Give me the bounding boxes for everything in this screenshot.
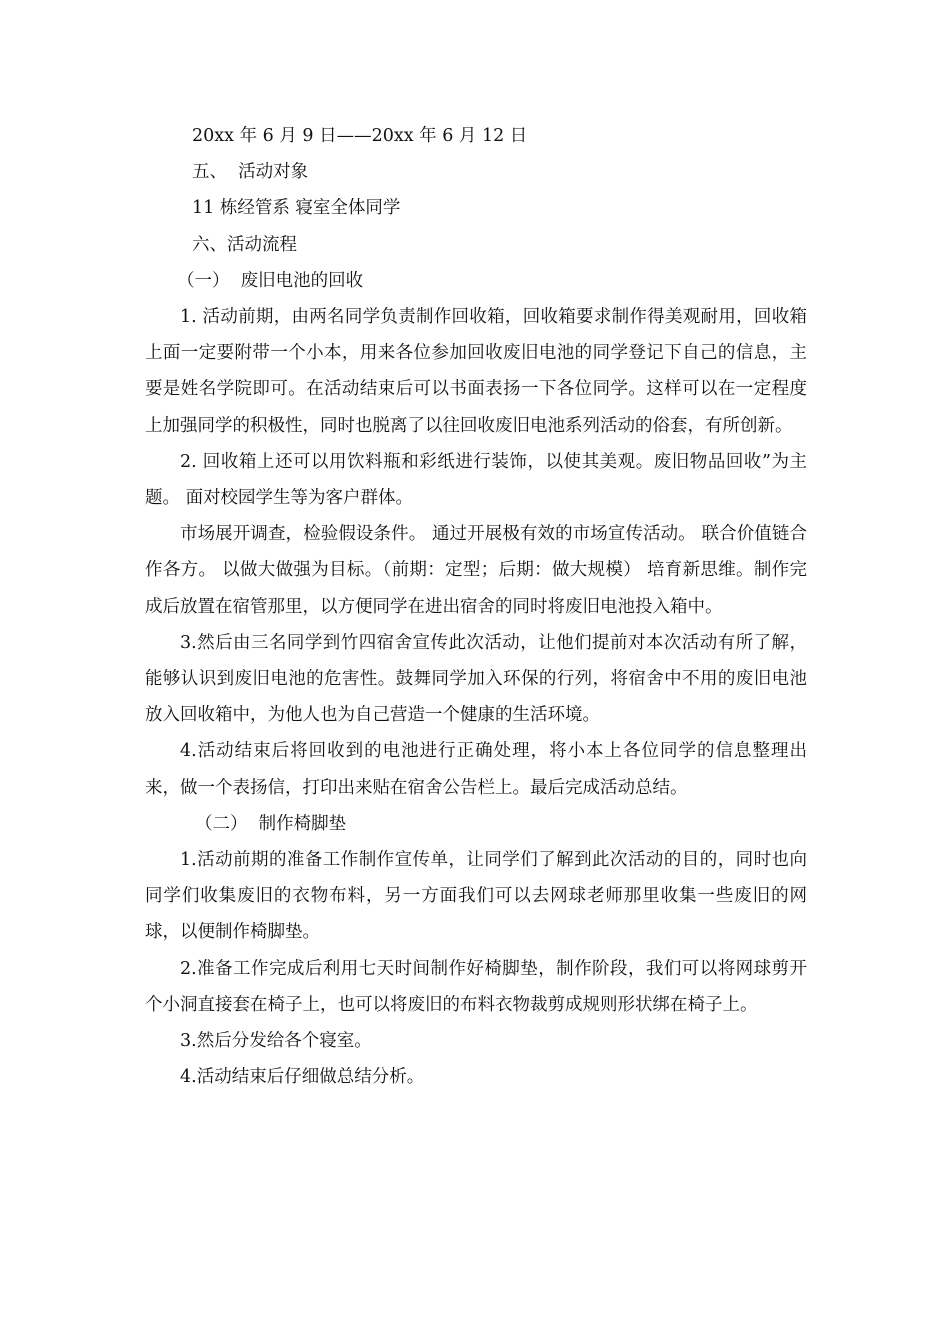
paragraph-collection-box: 1. 活动前期，由两名同学负责制作回收箱，回收箱要求制作得美观耐用，回收箱上面一定要附带一个小本，用来各位参加回收废旧电池的同学登记下自己的信息，主要是姓名学院即可。在活动结束后可以书面表扬一下各位同学。这样可以在一定程度上加强同学的积极性，同时也脱离了以往回收废旧电池系列活动的俗套，有所创新。 [145, 306, 807, 436]
section-five-heading: 五、 活动对象 [192, 162, 309, 183]
paragraph-market-survey: 市场展开调查，检验假设条件。 通过开展极有效的市场宣传活动。 联合价值链合作各方。 以做大做强为目标。（前期：定型；后期：做大规模） 培育新思维。制作完成后放置在宿管那里，以方便同学在进出宿舍的同时将废旧电池投入箱中。 [145, 524, 807, 617]
document-body [145, 118, 807, 1095]
subsection-two-heading: （二） 制作椅脚垫 [195, 813, 347, 834]
section-six-heading: 六、活动流程 [192, 234, 297, 255]
paragraph-pad-making: 2.准备工作完成后利用七天时间制作好椅脚垫，制作阶段，我们可以将网球剪开个小洞直接套在椅子上，也可以将废旧的布料衣物裁剪成规则形状绑在椅子上。 [145, 958, 807, 1015]
paragraph-distribution: 3.然后分发给各个寝室。 [180, 1030, 372, 1051]
paragraph-box-decoration: 2. 回收箱上还可以用饮料瓶和彩纸进行装饰，以使其美观。废旧物品回收”为主题。 面对校园学生等为客户群体。 [145, 451, 807, 508]
paragraph-battery-processing: 4.活动结束后将回收到的电池进行正确处理，将小本上各位同学的信息整理出来，做一个表扬信，打印出来贴在宿舍公告栏上。最后完成活动总结。 [145, 741, 807, 798]
paragraph-summary: 4.活动结束后仔细做总结分析。 [180, 1067, 425, 1088]
paragraph-dorm-promotion: 3.然后由三名同学到竹四宿舍宣传此次活动，让他们提前对本次活动有所了解，能够认识到废旧电池的危害性。鼓舞同学加入环保的行列，将宿舍中不用的废旧电池放入回收箱中，为他人也为自己营造一个健康的生活环境。 [145, 632, 807, 726]
subsection-one-heading: （一） 废旧电池的回收 [177, 270, 364, 291]
date-range-line: 20xx 年 6 月 9 日——20xx 年 6 月 12 日 [192, 126, 528, 146]
activity-target-line: 11 栋经管系 寝室全体同学 [192, 198, 401, 219]
paragraph-flyer-preparation: 1.活动前期的准备工作制作宣传单，让同学们了解到此次活动的目的，同时也向同学们收集废旧的衣物布料，另一方面我们可以去网球老师那里收集一些废旧的网球，以便制作椅脚垫。 [145, 849, 807, 943]
